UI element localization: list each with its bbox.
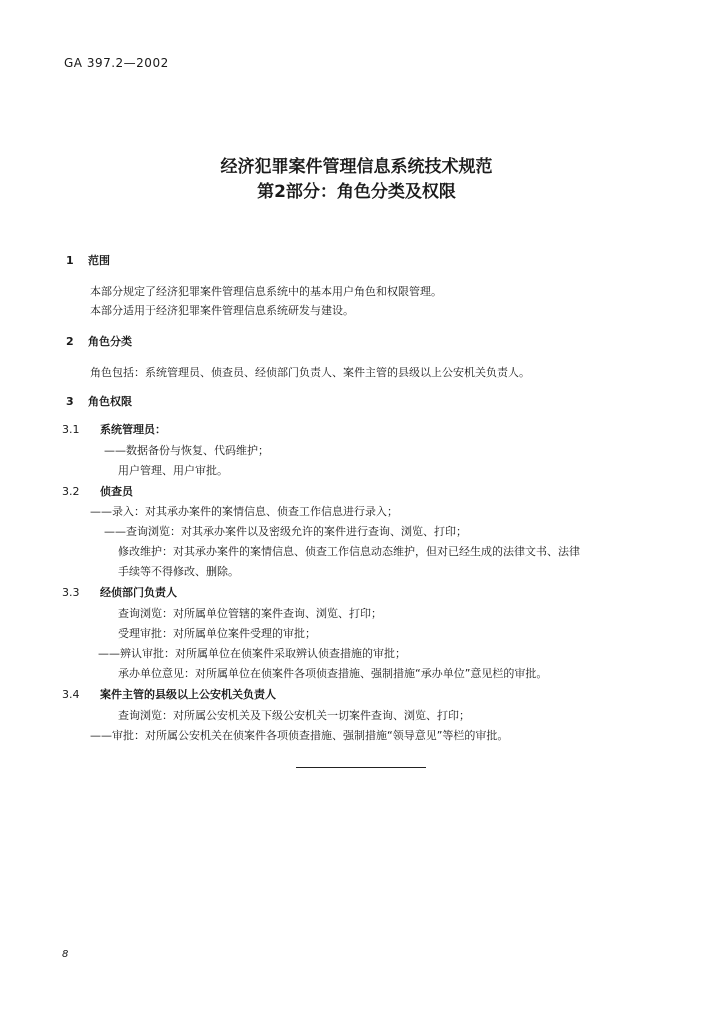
subsection-3-2-item-1: ——录入：对其承办案件的案情信息、侦查工作信息进行录入； [90, 505, 398, 518]
subsection-3-2-heading: 3.2 侦查员 [62, 485, 133, 498]
section-1-heading: 1 范围 [66, 254, 110, 267]
subsection-3-3-item-1: 查询浏览：对所属单位管辖的案件查询、浏览、打印； [118, 607, 382, 620]
subsection-3-1-item-1: ——数据备份与恢复、代码维护； [104, 444, 269, 457]
section-1-para-1: 本部分规定了经济犯罪案件管理信息系统中的基本用户角色和权限管理。 [90, 285, 442, 298]
document-title: 经济犯罪案件管理信息系统技术规范 [220, 157, 493, 177]
subsection-3-2-item-2: ——查询浏览：对其承办案件以及密级允许的案件进行查询、浏览、打印； [104, 525, 467, 538]
subsection-3-3-item-2: 受理审批：对所属单位案件受理的审批； [118, 627, 316, 640]
subsection-3-1-item-2: 用户管理、用户审批。 [118, 464, 228, 477]
section-3-heading: 3 角色权限 [66, 395, 132, 408]
section-2-heading: 2 角色分类 [66, 335, 132, 348]
subsection-3-4-heading: 3.4 案件主管的县级以上公安机关负责人 [62, 688, 276, 701]
standard-number: GA 397.2—2002 [64, 56, 169, 70]
subsection-3-1-heading: 3.1 系统管理员： [62, 423, 166, 436]
page-number: 8 [62, 949, 69, 960]
subsection-3-4-item-2: ——审批：对所属公安机关在侦案件各项侦查措施、强制措施“领导意见”等栏的审批。 [90, 729, 509, 742]
subsection-3-3-item-4: 承办单位意见：对所属单位在侦案件各项侦查措施、强制措施“承办单位”意见栏的审批。 [118, 667, 548, 680]
document-subtitle: 第2部分：角色分类及权限 [257, 182, 456, 202]
section-1-para-2: 本部分适用于经济犯罪案件管理信息系统研发与建设。 [90, 304, 354, 317]
section-2-para-1: 角色包括：系统管理员、侦查员、经侦部门负责人、案件主管的县级以上公安机关负责人。 [90, 366, 530, 379]
subsection-3-3-heading: 3.3 经侦部门负责人 [62, 586, 177, 599]
end-rule [296, 767, 426, 768]
subsection-3-4-item-1: 查询浏览：对所属公安机关及下级公安机关一切案件查询、浏览、打印； [118, 709, 470, 722]
subsection-3-2-item-4: 手续等不得修改、删除。 [118, 565, 239, 578]
subsection-3-2-item-3: 修改维护：对其承办案件的案情信息、侦查工作信息动态维护，但对已经生成的法律文书、法律 [118, 545, 580, 558]
subsection-3-3-item-3: ——辨认审批：对所属单位在侦案件采取辨认侦查措施的审批； [98, 647, 406, 660]
